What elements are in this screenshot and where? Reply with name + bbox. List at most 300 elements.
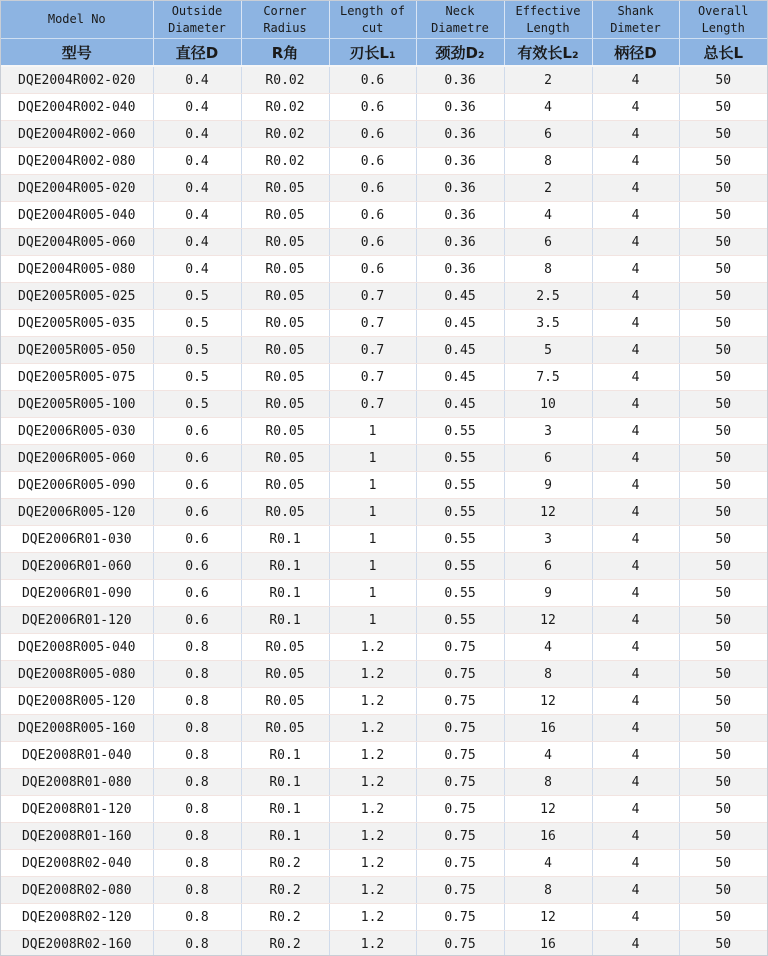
model-no-cell: DQE2005R005-075 — [1, 364, 153, 391]
model-no-cell: DQE2008R02-040 — [1, 850, 153, 877]
outside-diameter-cell: 0.4 — [153, 94, 241, 121]
effective-length-cell: 8 — [504, 148, 592, 175]
effective-length-cell: 4 — [504, 634, 592, 661]
overall-length-cell: 50 — [679, 472, 767, 499]
header-zh-overall-length: 总长L — [679, 39, 767, 67]
table-row — [1, 607, 767, 634]
model-no-cell: DQE2006R005-030 — [1, 418, 153, 445]
corner-radius-cell: R0.1 — [241, 742, 329, 769]
neck-diametre-cell: 0.75 — [416, 877, 504, 904]
table-row — [1, 877, 767, 904]
neck-diametre-cell: 0.75 — [416, 850, 504, 877]
corner-radius-cell: R0.05 — [241, 688, 329, 715]
outside-diameter-cell: 0.8 — [153, 904, 241, 931]
header-en-shank-dimeter: Shank Dimeter — [592, 1, 679, 39]
effective-length-cell: 8 — [504, 256, 592, 283]
corner-radius-cell: R0.1 — [241, 769, 329, 796]
effective-length-cell: 8 — [504, 661, 592, 688]
length-of-cut-cell: 1.2 — [329, 823, 416, 850]
overall-length-cell: 50 — [679, 499, 767, 526]
length-of-cut-cell: 1 — [329, 472, 416, 499]
effective-length-cell: 12 — [504, 607, 592, 634]
model-no-cell: DQE2008R01-120 — [1, 796, 153, 823]
outside-diameter-cell: 0.5 — [153, 283, 241, 310]
table-row — [1, 337, 767, 364]
length-of-cut-cell: 0.7 — [329, 310, 416, 337]
length-of-cut-cell: 1 — [329, 553, 416, 580]
overall-length-cell: 50 — [679, 418, 767, 445]
effective-length-cell: 4 — [504, 202, 592, 229]
header-row-chinese — [1, 39, 767, 67]
outside-diameter-cell: 0.8 — [153, 877, 241, 904]
neck-diametre-cell: 0.55 — [416, 472, 504, 499]
header-en-effective-length: Effective Length — [504, 1, 592, 39]
overall-length-cell: 50 — [679, 364, 767, 391]
header-en-outside-diameter: Outside Diameter — [153, 1, 241, 39]
table-row — [1, 850, 767, 877]
neck-diametre-cell: 0.75 — [416, 769, 504, 796]
outside-diameter-cell: 0.6 — [153, 526, 241, 553]
model-no-cell: DQE2004R002-080 — [1, 148, 153, 175]
neck-diametre-cell: 0.75 — [416, 634, 504, 661]
length-of-cut-cell: 0.6 — [329, 94, 416, 121]
shank-dimeter-cell: 4 — [592, 148, 679, 175]
neck-diametre-cell: 0.55 — [416, 526, 504, 553]
shank-dimeter-cell: 4 — [592, 526, 679, 553]
overall-length-cell: 50 — [679, 337, 767, 364]
corner-radius-cell: R0.1 — [241, 823, 329, 850]
neck-diametre-cell: 0.75 — [416, 823, 504, 850]
model-no-cell: DQE2006R01-060 — [1, 553, 153, 580]
header-en-length-of-cut: Length of cut — [329, 1, 416, 39]
table-row — [1, 634, 767, 661]
corner-radius-cell: R0.05 — [241, 445, 329, 472]
overall-length-cell: 50 — [679, 661, 767, 688]
length-of-cut-cell: 1 — [329, 526, 416, 553]
length-of-cut-cell: 0.7 — [329, 283, 416, 310]
neck-diametre-cell: 0.75 — [416, 931, 504, 956]
effective-length-cell: 12 — [504, 796, 592, 823]
shank-dimeter-cell: 4 — [592, 418, 679, 445]
header-zh-effective-length: 有效长L₂ — [504, 39, 592, 67]
outside-diameter-cell: 0.8 — [153, 715, 241, 742]
table-row — [1, 931, 767, 956]
corner-radius-cell: R0.02 — [241, 94, 329, 121]
outside-diameter-cell: 0.8 — [153, 823, 241, 850]
header-zh-length-of-cut: 刃长L₁ — [329, 39, 416, 67]
effective-length-cell: 7.5 — [504, 364, 592, 391]
header-en-neck-diametre: Neck Diametre — [416, 1, 504, 39]
neck-diametre-cell: 0.55 — [416, 445, 504, 472]
shank-dimeter-cell: 4 — [592, 256, 679, 283]
neck-diametre-cell: 0.75 — [416, 715, 504, 742]
overall-length-cell: 50 — [679, 715, 767, 742]
outside-diameter-cell: 0.4 — [153, 121, 241, 148]
table-row — [1, 66, 767, 94]
shank-dimeter-cell: 4 — [592, 715, 679, 742]
length-of-cut-cell: 1 — [329, 580, 416, 607]
neck-diametre-cell: 0.45 — [416, 391, 504, 418]
shank-dimeter-cell: 4 — [592, 877, 679, 904]
model-no-cell: DQE2004R005-020 — [1, 175, 153, 202]
shank-dimeter-cell: 4 — [592, 850, 679, 877]
corner-radius-cell: R0.1 — [241, 526, 329, 553]
effective-length-cell: 4 — [504, 742, 592, 769]
table-row — [1, 580, 767, 607]
shank-dimeter-cell: 4 — [592, 634, 679, 661]
length-of-cut-cell: 1 — [329, 607, 416, 634]
length-of-cut-cell: 0.6 — [329, 229, 416, 256]
shank-dimeter-cell: 4 — [592, 472, 679, 499]
length-of-cut-cell: 1.2 — [329, 877, 416, 904]
neck-diametre-cell: 0.45 — [416, 364, 504, 391]
overall-length-cell: 50 — [679, 175, 767, 202]
effective-length-cell: 2 — [504, 66, 592, 94]
table-row — [1, 310, 767, 337]
outside-diameter-cell: 0.6 — [153, 418, 241, 445]
overall-length-cell: 50 — [679, 742, 767, 769]
corner-radius-cell: R0.05 — [241, 418, 329, 445]
outside-diameter-cell: 0.5 — [153, 310, 241, 337]
effective-length-cell: 4 — [504, 850, 592, 877]
effective-length-cell: 2.5 — [504, 283, 592, 310]
corner-radius-cell: R0.05 — [241, 661, 329, 688]
model-no-cell: DQE2006R005-060 — [1, 445, 153, 472]
outside-diameter-cell: 0.5 — [153, 364, 241, 391]
neck-diametre-cell: 0.36 — [416, 148, 504, 175]
overall-length-cell: 50 — [679, 823, 767, 850]
outside-diameter-cell: 0.8 — [153, 796, 241, 823]
outside-diameter-cell: 0.8 — [153, 634, 241, 661]
corner-radius-cell: R0.05 — [241, 391, 329, 418]
shank-dimeter-cell: 4 — [592, 175, 679, 202]
overall-length-cell: 50 — [679, 391, 767, 418]
shank-dimeter-cell: 4 — [592, 499, 679, 526]
table-row — [1, 904, 767, 931]
shank-dimeter-cell: 4 — [592, 445, 679, 472]
effective-length-cell: 9 — [504, 580, 592, 607]
table-row — [1, 445, 767, 472]
outside-diameter-cell: 0.5 — [153, 337, 241, 364]
outside-diameter-cell: 0.8 — [153, 661, 241, 688]
length-of-cut-cell: 0.6 — [329, 202, 416, 229]
neck-diametre-cell: 0.45 — [416, 337, 504, 364]
shank-dimeter-cell: 4 — [592, 391, 679, 418]
overall-length-cell: 50 — [679, 634, 767, 661]
table-row — [1, 796, 767, 823]
shank-dimeter-cell: 4 — [592, 769, 679, 796]
corner-radius-cell: R0.05 — [241, 715, 329, 742]
outside-diameter-cell: 0.6 — [153, 499, 241, 526]
overall-length-cell: 50 — [679, 607, 767, 634]
model-no-cell: DQE2005R005-100 — [1, 391, 153, 418]
model-no-cell: DQE2004R005-060 — [1, 229, 153, 256]
length-of-cut-cell: 0.6 — [329, 121, 416, 148]
corner-radius-cell: R0.1 — [241, 796, 329, 823]
corner-radius-cell: R0.2 — [241, 931, 329, 956]
table-row — [1, 391, 767, 418]
length-of-cut-cell: 1.2 — [329, 769, 416, 796]
neck-diametre-cell: 0.55 — [416, 499, 504, 526]
outside-diameter-cell: 0.4 — [153, 256, 241, 283]
length-of-cut-cell: 1 — [329, 418, 416, 445]
length-of-cut-cell: 1.2 — [329, 931, 416, 956]
table-row — [1, 121, 767, 148]
model-no-cell: DQE2008R005-080 — [1, 661, 153, 688]
outside-diameter-cell: 0.8 — [153, 742, 241, 769]
shank-dimeter-cell: 4 — [592, 337, 679, 364]
model-no-cell: DQE2005R005-035 — [1, 310, 153, 337]
model-no-cell: DQE2005R005-050 — [1, 337, 153, 364]
shank-dimeter-cell: 4 — [592, 553, 679, 580]
shank-dimeter-cell: 4 — [592, 283, 679, 310]
length-of-cut-cell: 1.2 — [329, 904, 416, 931]
outside-diameter-cell: 0.4 — [153, 66, 241, 94]
effective-length-cell: 12 — [504, 499, 592, 526]
table-row — [1, 823, 767, 850]
table-row — [1, 715, 767, 742]
corner-radius-cell: R0.05 — [241, 175, 329, 202]
corner-radius-cell: R0.02 — [241, 121, 329, 148]
neck-diametre-cell: 0.55 — [416, 418, 504, 445]
table-row — [1, 661, 767, 688]
neck-diametre-cell: 0.36 — [416, 94, 504, 121]
header-row-english — [1, 1, 767, 39]
overall-length-cell: 50 — [679, 769, 767, 796]
outside-diameter-cell: 0.5 — [153, 391, 241, 418]
header-zh-corner-radius: R角 — [241, 39, 329, 67]
table-row — [1, 499, 767, 526]
model-no-cell: DQE2004R002-060 — [1, 121, 153, 148]
effective-length-cell: 6 — [504, 121, 592, 148]
table-header — [1, 1, 767, 66]
overall-length-cell: 50 — [715, 936, 732, 952]
table-row — [1, 364, 767, 391]
shank-dimeter-cell: 4 — [592, 661, 679, 688]
overall-length-cell: 50 — [679, 283, 767, 310]
corner-radius-cell: R0.05 — [241, 364, 329, 391]
corner-radius-cell: R0.1 — [241, 580, 329, 607]
shank-dimeter-cell: 4 — [592, 931, 679, 956]
neck-diametre-cell: 0.75 — [416, 796, 504, 823]
overall-length-cell: 50 — [679, 580, 767, 607]
model-no-cell: DQE2008R005-040 — [1, 634, 153, 661]
shank-dimeter-cell: 4 — [592, 310, 679, 337]
shank-dimeter-cell: 4 — [592, 364, 679, 391]
overall-length-cell: 50 — [679, 121, 767, 148]
table-row — [1, 526, 767, 553]
table-row — [1, 202, 767, 229]
table-body — [1, 66, 767, 956]
outside-diameter-cell: 0.8 — [153, 688, 241, 715]
corner-radius-cell: R0.1 — [241, 607, 329, 634]
effective-length-cell: 3 — [504, 526, 592, 553]
header-en-corner-radius: Corner Radius — [241, 1, 329, 39]
length-of-cut-cell: 1.2 — [329, 850, 416, 877]
effective-length-cell: 16 — [504, 931, 592, 956]
overall-length-cell: 50 — [679, 796, 767, 823]
table-row — [1, 742, 767, 769]
corner-radius-cell: R0.02 — [241, 148, 329, 175]
corner-radius-cell: R0.05 — [241, 634, 329, 661]
neck-diametre-cell: 0.55 — [416, 580, 504, 607]
product-spec-table — [1, 1, 767, 956]
length-of-cut-cell: 1.2 — [329, 661, 416, 688]
outside-diameter-cell: 0.6 — [153, 472, 241, 499]
model-no-cell: DQE2008R005-160 — [1, 715, 153, 742]
shank-dimeter-cell: 4 — [592, 796, 679, 823]
shank-dimeter-cell: 4 — [592, 66, 679, 94]
outside-diameter-cell: 0.6 — [153, 580, 241, 607]
overall-length-cell: 50 — [679, 445, 767, 472]
neck-diametre-cell: 0.36 — [416, 121, 504, 148]
header-zh-neck-diametre: 颈劲D₂ — [416, 39, 504, 67]
outside-diameter-cell: 0.6 — [153, 553, 241, 580]
overall-length-cell: 50 — [679, 904, 767, 931]
neck-diametre-cell: 0.36 — [416, 229, 504, 256]
table-row — [1, 94, 767, 121]
effective-length-cell: 4 — [504, 94, 592, 121]
model-no-cell: DQE2008R02-120 — [1, 904, 153, 931]
corner-radius-cell: R0.05 — [241, 499, 329, 526]
shank-dimeter-cell: 4 — [592, 121, 679, 148]
neck-diametre-cell: 0.36 — [416, 202, 504, 229]
header-zh-model-no: 型号 — [1, 39, 153, 67]
header-en-model-no: Model No — [1, 1, 153, 39]
model-no-cell: DQE2006R01-090 — [1, 580, 153, 607]
shank-dimeter-cell: 4 — [592, 580, 679, 607]
corner-radius-cell: R0.2 — [241, 904, 329, 931]
table-row — [1, 148, 767, 175]
neck-diametre-cell: 0.45 — [416, 310, 504, 337]
effective-length-cell: 16 — [504, 823, 592, 850]
outside-diameter-cell: 0.8 — [153, 931, 241, 956]
outside-diameter-cell: 0.4 — [153, 148, 241, 175]
length-of-cut-cell: 0.7 — [329, 364, 416, 391]
effective-length-cell: 5 — [504, 337, 592, 364]
corner-radius-cell: R0.05 — [241, 472, 329, 499]
corner-radius-cell: R0.05 — [241, 256, 329, 283]
length-of-cut-cell: 0.7 — [329, 337, 416, 364]
model-no-cell: DQE2008R02-080 — [1, 877, 153, 904]
shank-dimeter-cell: 4 — [592, 904, 679, 931]
model-no-cell: DQE2006R005-120 — [1, 499, 153, 526]
effective-length-cell: 8 — [504, 769, 592, 796]
table-row — [1, 229, 767, 256]
effective-length-cell: 2 — [504, 175, 592, 202]
effective-length-cell: 8 — [504, 877, 592, 904]
effective-length-cell: 6 — [504, 445, 592, 472]
neck-diametre-cell: 0.36 — [416, 256, 504, 283]
effective-length-cell: 12 — [504, 688, 592, 715]
overall-length-cell: 50 — [679, 877, 767, 904]
overall-length-cell: 50 — [679, 553, 767, 580]
length-of-cut-cell: 1 — [329, 445, 416, 472]
overall-length-cell: 50 — [679, 94, 767, 121]
corner-radius-cell: R0.05 — [241, 229, 329, 256]
length-of-cut-cell: 0.6 — [329, 66, 416, 94]
header-zh-outside-diameter: 直径D — [153, 39, 241, 67]
effective-length-cell: 6 — [504, 553, 592, 580]
effective-length-cell: 9 — [504, 472, 592, 499]
length-of-cut-cell: 0.6 — [329, 175, 416, 202]
outside-diameter-cell: 0.8 — [153, 769, 241, 796]
model-no-cell: DQE2004R002-020 — [1, 66, 153, 94]
shank-dimeter-cell: 4 — [592, 229, 679, 256]
length-of-cut-cell: 0.6 — [329, 148, 416, 175]
shank-dimeter-cell: 4 — [592, 202, 679, 229]
neck-diametre-cell: 0.36 — [416, 175, 504, 202]
table-row — [1, 553, 767, 580]
model-no-cell: DQE2008R01-040 — [1, 742, 153, 769]
effective-length-cell: 3.5 — [504, 310, 592, 337]
neck-diametre-cell: 0.55 — [416, 553, 504, 580]
overall-length-cell: 50 — [679, 850, 767, 877]
model-no-cell: DQE2008R005-120 — [1, 688, 153, 715]
model-no-cell: DQE2008R01-080 — [1, 769, 153, 796]
length-of-cut-cell: 1.2 — [329, 742, 416, 769]
table-row — [1, 256, 767, 283]
shank-dimeter-cell: 4 — [592, 742, 679, 769]
table-row — [1, 175, 767, 202]
model-no-cell: DQE2006R01-030 — [1, 526, 153, 553]
table-row — [1, 472, 767, 499]
length-of-cut-cell: 1 — [329, 499, 416, 526]
overall-length-cell: 50 — [679, 310, 767, 337]
neck-diametre-cell: 0.75 — [416, 661, 504, 688]
corner-radius-cell: R0.02 — [241, 66, 329, 94]
overall-length-cell: 50 — [679, 148, 767, 175]
neck-diametre-cell: 0.45 — [416, 283, 504, 310]
model-no-cell: DQE2004R005-080 — [1, 256, 153, 283]
model-no-cell: DQE2006R01-120 — [1, 607, 153, 634]
neck-diametre-cell: 0.75 — [416, 688, 504, 715]
table-row — [1, 283, 767, 310]
model-no-cell: DQE2004R002-040 — [1, 94, 153, 121]
corner-radius-cell: R0.05 — [241, 283, 329, 310]
outside-diameter-cell: 0.4 — [153, 175, 241, 202]
corner-radius-cell: R0.2 — [241, 877, 329, 904]
neck-diametre-cell: 0.36 — [416, 66, 504, 94]
corner-radius-cell: R0.05 — [241, 202, 329, 229]
overall-length-cell: 50 — [679, 526, 767, 553]
length-of-cut-cell: 0.6 — [329, 256, 416, 283]
effective-length-cell: 6 — [504, 229, 592, 256]
length-of-cut-cell: 1.2 — [329, 796, 416, 823]
shank-dimeter-cell: 4 — [592, 607, 679, 634]
model-no-cell: DQE2006R005-090 — [1, 472, 153, 499]
table-row — [1, 688, 767, 715]
overall-length-cell: 50 — [679, 202, 767, 229]
outside-diameter-cell: 0.8 — [153, 850, 241, 877]
length-of-cut-cell: 1.2 — [329, 634, 416, 661]
outside-diameter-cell: 0.6 — [153, 607, 241, 634]
model-no-cell: DQE2005R005-025 — [1, 283, 153, 310]
neck-diametre-cell: 0.75 — [416, 742, 504, 769]
corner-radius-cell: R0.2 — [241, 850, 329, 877]
effective-length-cell: 10 — [504, 391, 592, 418]
neck-diametre-cell: 0.75 — [416, 904, 504, 931]
model-no-cell: DQE2008R01-160 — [1, 823, 153, 850]
length-of-cut-cell: 1.2 — [329, 715, 416, 742]
header-en-overall-length: Overall Length — [679, 1, 767, 39]
length-of-cut-cell: 1.2 — [329, 688, 416, 715]
outside-diameter-cell: 0.4 — [153, 202, 241, 229]
table-row — [1, 418, 767, 445]
overall-length-cell: 50 — [679, 688, 767, 715]
shank-dimeter-cell: 4 — [592, 94, 679, 121]
effective-length-cell: 12 — [504, 904, 592, 931]
